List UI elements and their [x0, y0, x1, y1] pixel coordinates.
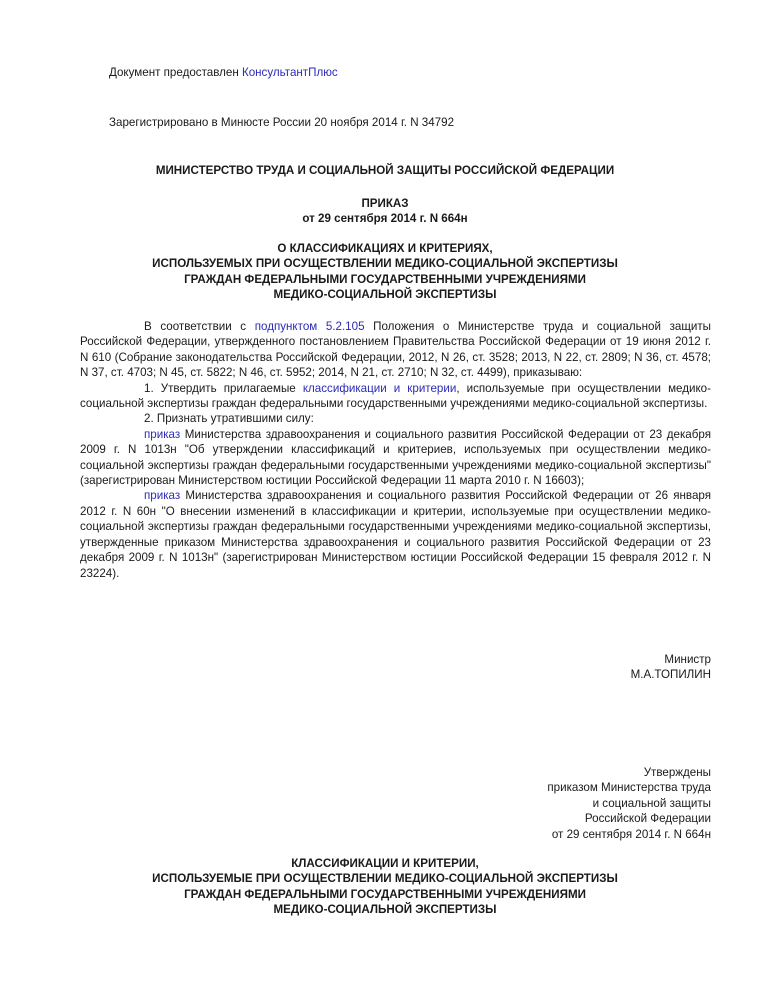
paragraph-preamble — [80, 319, 711, 381]
provider-text: Документ предоставлен — [109, 66, 242, 79]
paragraph-item-2: 2. Признать утратившими силу: — [144, 412, 314, 426]
order-title: ПРИКАЗ — [361, 197, 409, 210]
approval-line: приказом Министерства труда — [547, 781, 711, 795]
text-span: Министерства здравоохранения и социального развития Российской Федерации от 26 января 2012 г. N 60н "О внесении изменений в классификации и критерии, используемые при осуществлении медико-социальной экспертизы граждан федеральными государственными учреждениями медико-социальной экспертизы, утвержденные приказом Министерства здравоохранения и социального развития Российской Федерации от 23 декабря 2009 г. N 1013н" (зарегистрирован Министерством юстиции Российской Федерации 15 февраля 2012 г. N 23224). — [80, 489, 711, 580]
order-link-1013n[interactable]: приказ — [144, 427, 181, 441]
order-subject — [80, 241, 690, 303]
appendix-title-line: ГРАЖДАН ФЕДЕРАЛЬНЫМИ ГОСУДАРСТВЕННЫМИ УЧРЕЖДЕНИЯМИ — [184, 887, 586, 901]
appendix-title-line: МЕДИКО-СОЦИАЛЬНОЙ ЭКСПЕРТИЗЫ — [273, 903, 497, 917]
ministry-title: МИНИСТЕРСТВО ТРУДА И СОЦИАЛЬНОЙ ЗАЩИТЫ РОССИЙСКОЙ ФЕДЕРАЦИИ — [155, 164, 615, 177]
subject-line: ИСПОЛЬЗУЕМЫХ ПРИ ОСУЩЕСТВЛЕНИИ МЕДИКО-СОЦИАЛЬНОЙ ЭКСПЕРТИЗЫ — [152, 257, 618, 271]
order-link-60n[interactable]: приказ — [144, 489, 181, 503]
appendix-title-line: ИСПОЛЬЗУЕМЫЕ ПРИ ОСУЩЕСТВЛЕНИИ МЕДИКО-СОЦИАЛЬНОЙ ЭКСПЕРТИЗЫ — [152, 872, 618, 886]
approval-line: от 29 сентября 2014 г. N 664н — [551, 827, 711, 841]
paragraph-repealed-2 — [80, 488, 711, 580]
approval-line: Утверждены — [643, 766, 711, 779]
text-span: , используемые при осуществлении медико-социальной экспертизы граждан федеральными государственными учреждениями медико-социальной экспертизы. — [80, 381, 711, 411]
approval-block — [547, 765, 711, 842]
approval-line: и социальной защиты — [592, 796, 711, 810]
subject-line: МЕДИКО-СОЦИАЛЬНОЙ ЭКСПЕРТИЗЫ — [273, 288, 497, 302]
signature-block — [631, 652, 711, 683]
subject-line: О КЛАССИФИКАЦИЯХ И КРИТЕРИЯХ, — [277, 242, 493, 255]
classifications-link[interactable]: классификации и критерии — [302, 381, 457, 395]
text-span: 1. Утвердить прилагаемые — [144, 381, 303, 395]
approval-line: Российской Федерации — [584, 812, 711, 826]
text-span: Положения о Министерстве труда и социальной защиты Российской Федерации, утвержденного постановлением Правительства Российской Федерации от 19 июня 2012 г. N 610 (Собрание законодательства Российской Федерации, 2012, N 26, ст. 3528; 2013, N 22, ст. 2809; N 36, ст. 4578; N 37, ст. 4703; N 45, ст. 5822; N 46, ст. 5952; 2014, N 21, ст. 2710; N 32, ст. 4499), приказываю: — [80, 320, 712, 380]
appendix-title-line: КЛАССИФИКАЦИИ И КРИТЕРИИ, — [291, 857, 479, 870]
text-span: В соответствии с — [144, 320, 255, 333]
subject-line: ГРАЖДАН ФЕДЕРАЛЬНЫМИ ГОСУДАРСТВЕННЫМИ УЧРЕЖДЕНИЯМИ — [184, 272, 586, 286]
provider-line — [109, 65, 338, 80]
paragraph-repealed-1 — [80, 427, 711, 489]
order-body — [80, 319, 711, 581]
signature-position: Министр — [664, 653, 711, 666]
signature-name: М.А.ТОПИЛИН — [630, 668, 711, 682]
subparagraph-link[interactable]: подпунктом 5.2.105 — [254, 320, 365, 333]
appendix-title — [80, 856, 690, 918]
consultant-link[interactable]: КонсультантПлюс — [241, 66, 338, 79]
text-span: Министерства здравоохранения и социального развития Российской Федерации от 23 декабря 2009 г. N 1013н "Об утверждении классификаций и критериев, используемых при осуществлении медико-социальной экспертизы граждан федеральными государственными учреждениями медико-социальной экспертизы" (зарегистрирован Министерством юстиции Российской Федерации 11 марта 2010 г. N 16603); — [80, 427, 711, 488]
registration-line: Зарегистрировано в Минюсте России 20 ноября 2014 г. N 34792 — [109, 116, 455, 129]
paragraph-item-1 — [80, 381, 711, 412]
order-date: от 29 сентября 2014 г. N 664н — [302, 212, 468, 225]
